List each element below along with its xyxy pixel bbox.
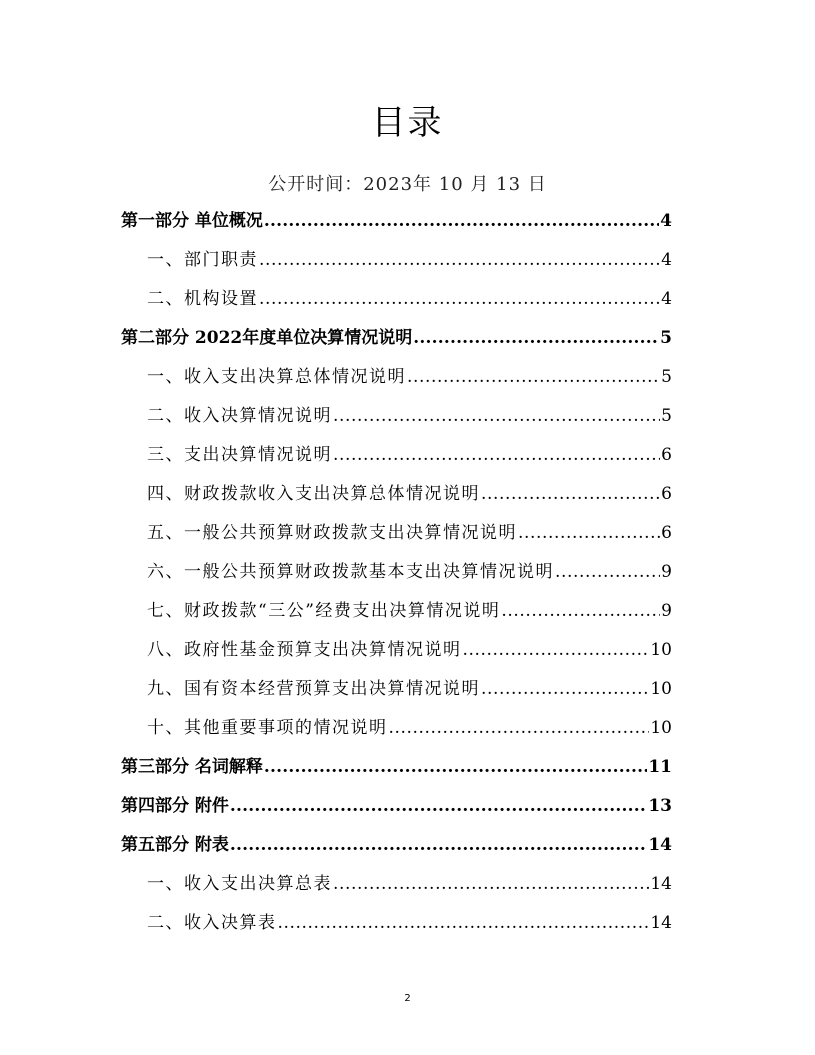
toc-entry-page-number: 5 bbox=[661, 406, 672, 426]
toc-dot-leader bbox=[333, 397, 660, 436]
toc-entry-page-number: 10 bbox=[650, 640, 672, 660]
toc-subsection-entry[interactable] bbox=[121, 592, 672, 631]
toc-entry-page-number: 6 bbox=[661, 484, 672, 504]
toc-section-entry[interactable] bbox=[121, 787, 672, 826]
toc-entry-page-number: 5 bbox=[661, 367, 672, 387]
toc-entry-label: 二、收入决算表 bbox=[147, 913, 277, 933]
toc-entry-page-number: 4 bbox=[661, 289, 672, 309]
toc-subsection-entry[interactable] bbox=[121, 670, 672, 709]
toc-entry-label: 第三部分 名词解释 bbox=[121, 757, 263, 777]
toc-dot-leader bbox=[481, 670, 649, 709]
toc-dot-leader bbox=[259, 241, 660, 280]
toc-subsection-entry[interactable] bbox=[121, 475, 672, 514]
page-number: 2 bbox=[404, 993, 411, 1004]
toc-section-entry[interactable] bbox=[121, 202, 672, 241]
toc-entry-page-number: 14 bbox=[648, 835, 672, 855]
toc-entry-label: 十、其他重要事项的情况说明 bbox=[147, 718, 388, 738]
toc-dot-leader bbox=[518, 514, 660, 553]
toc-entry-label: 三、支出决算情况说明 bbox=[147, 445, 332, 465]
publish-date: 公开时间：2023年 10 月 13 日 bbox=[268, 174, 547, 195]
toc-entry-label: 一、部门职责 bbox=[147, 250, 258, 270]
toc-entry-page-number: 6 bbox=[661, 445, 672, 465]
toc-entry-page-number: 9 bbox=[661, 601, 672, 621]
toc-dot-leader bbox=[389, 709, 650, 748]
toc-entry-page-number: 14 bbox=[650, 913, 672, 933]
toc-entry-page-number: 11 bbox=[648, 757, 672, 777]
toc-subsection-entry[interactable] bbox=[121, 904, 672, 943]
toc-section-entry[interactable] bbox=[121, 826, 672, 865]
toc-entry-page-number: 5 bbox=[660, 328, 672, 348]
toc-entry-page-number: 9 bbox=[661, 562, 672, 582]
toc-subsection-entry[interactable] bbox=[121, 631, 672, 670]
toc-entry-label: 五、一般公共预算财政拨款支出决算情况说明 bbox=[147, 523, 517, 543]
toc-dot-leader bbox=[333, 865, 649, 904]
toc-entry-label: 六、一般公共预算财政拨款基本支出决算情况说明 bbox=[147, 562, 554, 582]
toc-dot-leader bbox=[463, 631, 650, 670]
toc-dot-leader bbox=[259, 280, 660, 319]
toc-subsection-entry[interactable] bbox=[121, 514, 672, 553]
toc-subsection-entry[interactable] bbox=[121, 709, 672, 748]
toc-entry-label: 第四部分 附件 bbox=[121, 796, 229, 816]
toc-dot-leader bbox=[278, 904, 650, 943]
toc-subsection-entry[interactable] bbox=[121, 358, 672, 397]
page-title: 目录 bbox=[371, 103, 444, 143]
toc-section-entry[interactable] bbox=[121, 748, 672, 787]
toc-entry-page-number: 4 bbox=[660, 211, 672, 231]
toc-dot-leader bbox=[264, 202, 659, 241]
toc-entry-page-number: 14 bbox=[650, 874, 672, 894]
toc-entry-label: 一、收入支出决算总表 bbox=[147, 874, 332, 894]
toc-entry-label: 二、收入决算情况说明 bbox=[147, 406, 332, 426]
toc-subsection-entry[interactable] bbox=[121, 865, 672, 904]
toc-entry-page-number: 6 bbox=[661, 523, 672, 543]
toc-entry-label: 四、财政拨款收入支出决算总体情况说明 bbox=[147, 484, 480, 504]
toc-entry-label: 第二部分 2022年度单位决算情况说明 bbox=[121, 328, 413, 348]
toc-subsection-entry[interactable] bbox=[121, 436, 672, 475]
toc-entry-label: 第一部分 单位概况 bbox=[121, 211, 263, 231]
toc-entry-page-number: 4 bbox=[661, 250, 672, 270]
toc-dot-leader bbox=[230, 826, 647, 865]
toc-subsection-entry[interactable] bbox=[121, 553, 672, 592]
toc-dot-leader bbox=[230, 787, 647, 826]
toc-dot-leader bbox=[413, 319, 659, 358]
toc-entry-label: 一、收入支出决算总体情况说明 bbox=[147, 367, 406, 387]
toc-entry-page-number: 10 bbox=[650, 679, 672, 699]
toc-entry-label: 第五部分 附表 bbox=[121, 835, 229, 855]
toc-entry-page-number: 13 bbox=[648, 796, 672, 816]
toc-dot-leader bbox=[555, 553, 660, 592]
toc-entry-label: 九、国有资本经营预算支出决算情况说明 bbox=[147, 679, 480, 699]
toc-section-entry[interactable] bbox=[121, 319, 672, 358]
toc-dot-leader bbox=[264, 748, 647, 787]
toc-subsection-entry[interactable] bbox=[121, 397, 672, 436]
toc-subsection-entry[interactable] bbox=[121, 241, 672, 280]
toc-entry-label: 八、政府性基金预算支出决算情况说明 bbox=[147, 640, 462, 660]
toc-dot-leader bbox=[481, 475, 660, 514]
toc-dot-leader bbox=[501, 592, 660, 631]
toc-entry-label: 七、财政拨款“三公”经费支出决算情况说明 bbox=[147, 601, 501, 621]
toc-entry-page-number: 10 bbox=[650, 718, 672, 738]
toc-subsection-entry[interactable] bbox=[121, 280, 672, 319]
table-of-contents bbox=[121, 202, 672, 943]
toc-entry-label: 二、机构设置 bbox=[147, 289, 258, 309]
toc-dot-leader bbox=[333, 436, 660, 475]
toc-dot-leader bbox=[407, 358, 660, 397]
